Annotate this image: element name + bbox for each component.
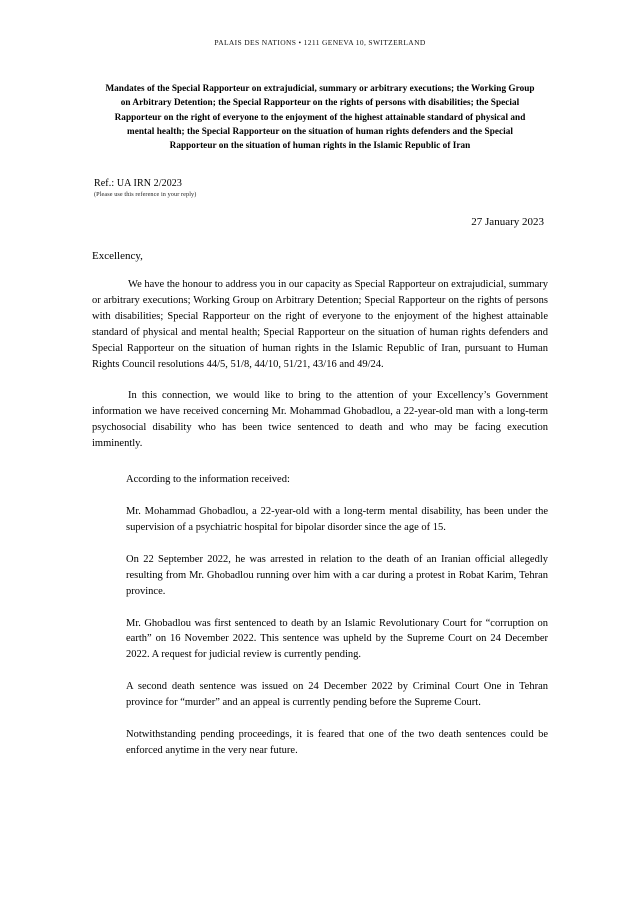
paragraph-1: We have the honour to address you in our capacity as Special Rapporteur on extrajudicial, summary or arbitrary executions; Working Group on Arbitrary Detention; Special Rapporteur on the rights of persons with disabilities; Special Rapporteur on the right of everyone to the enjoyment of the highest attainable standard of physical and mental health; Special Rapporteur on the situation of human rights defenders and Special Rapporteur on the situation of human rights in the Islamic Republic of Iran, pursuant to Human Rights Council resolutions 44/5, 51/8, 44/10, 51/21, 43/16 and 49/24. [92,279,548,371]
paragraph-5: On 22 September 2022, he was arrested in relation to the death of an Iranian official allegedly resulting from Mr. Ghobadlou running over him with a car during a protest in Robat Karim, Tehran province. [126,553,548,597]
mandates-title: Mandates of the Special Rapporteur on extrajudicial, summary or arbitrary executions; the Working Group on Arbitrary Detention; the Special Rapporteur on the rights of persons with disabilities; the Special Rapporteur on the right of everyone to the enjoyment of the highest attainable standard of physical and mental health; the Special Rapporteur on the situation of human rights defenders and the Special Rapporteur on the situation of human rights in the Islamic Republic of Iran [105,83,535,150]
paragraph-6: Mr. Ghobadlou was first sentenced to death by an Islamic Revolutionary Court for “corruption on earth” on 16 November 2022. This sentence was upheld by the Supreme Court on 24 December 2022. A request for judicial review is currently pending. [126,617,548,661]
document-date: 27 January 2023 [471,216,544,229]
reference-note: (Please use this reference in your reply) [94,191,197,199]
bottom-spacer [92,759,548,779]
paragraph-4: Mr. Mohammad Ghobadlou, a 22-year-old with a long-term mental disability, has been under the supervision of a psychiatric hospital for bipolar disorder since the age of 15. [126,505,548,533]
paragraph-3: According to the information received: [126,473,290,485]
paragraph-8: Notwithstanding pending proceedings, it is feared that one of the two death sentences could be enforced anytime in the very near future. [126,729,548,757]
reference-number: Ref.: UA IRN 2/2023 [94,178,183,190]
paragraph-2: In this connection, we would like to bring to the attention of your Excellency’s Government information we have received concerning Mr. Mohammad Ghobadlou, a 22-year-old man with a long-term psychosocial disability who has been twice sentenced to death and who may be facing execution imminently. [92,389,548,449]
salutation: Excellency, [92,250,143,263]
document-header: PALAIS DES NATIONS • 1211 GENEVA 10, SWITZERLAND [214,38,426,47]
reference-block [94,178,548,198]
paragraph-7: A second death sentence was issued on 24 December 2022 by Criminal Court One in Tehran province for “murder” and an appeal is currently pending before the Supreme Court. [126,681,548,709]
